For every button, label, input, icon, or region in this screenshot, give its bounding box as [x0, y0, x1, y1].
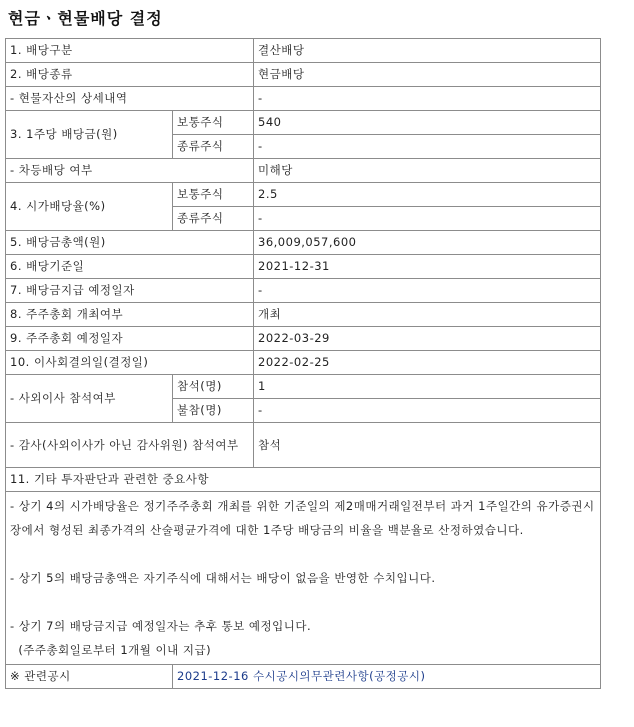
related-disclosure-link[interactable]: 2021-12-16 수시공시의무관련사항(공정공시): [177, 669, 426, 683]
note-yield: - 상기 4의 시가배당율은 정기주주총회 개최를 위한 기준일의 제2매매거래일전부터 과거 1주일간의 유가증권시장에서 형성된 최종가격의 산술평균가격에 대한 1주당 배당금의 비율을 백분율로 산정하였습니다.: [10, 499, 595, 537]
related-disclosure-cell: [173, 665, 601, 689]
yield-preferred-value: -: [254, 207, 601, 231]
dividend-type-value: 결산배당: [254, 39, 601, 63]
dividend-type-label: 1. 배당구분: [6, 39, 254, 63]
table-row: [6, 423, 601, 468]
auditor-attendance-label: - 감사(사외이사가 아닌 감사위원) 참석여부: [6, 423, 254, 468]
yield-common-label: 보통주식: [173, 183, 254, 207]
payment-date-value: -: [254, 279, 601, 303]
table-row: [6, 255, 601, 279]
differential-label: - 차등배당 여부: [6, 159, 254, 183]
total-dividend-value: 36,009,057,600: [254, 231, 601, 255]
dps-common-value: 540: [254, 111, 601, 135]
table-row: [6, 468, 601, 492]
table-row: [6, 279, 601, 303]
other-matters-header: 11. 기타 투자판단과 관련한 중요사항: [6, 468, 601, 492]
table-row: [6, 183, 601, 207]
table-row: [6, 327, 601, 351]
dividend-kind-label: 2. 배당종류: [6, 63, 254, 87]
table-row: [6, 351, 601, 375]
auditor-attendance-value: 참석: [254, 423, 601, 468]
outside-absent-label: 불참(명): [173, 399, 254, 423]
outside-director-label: - 사외이사 참석여부: [6, 375, 173, 423]
dps-preferred-value: -: [254, 135, 601, 159]
disclosure-table: [5, 38, 601, 689]
agm-date-value: 2022-03-29: [254, 327, 601, 351]
table-row: [6, 375, 601, 399]
other-matters-notes: [6, 492, 601, 665]
note-payment: - 상기 7의 배당금지급 예정일자는 추후 통보 예정입니다. (주주총회일로부터 1개월 이내 지급): [10, 619, 312, 657]
page-title: 현금ㆍ현물배당 결정: [8, 9, 163, 28]
table-row: [6, 111, 601, 135]
dividend-kind-value: 현금배당: [254, 63, 601, 87]
payment-date-label: 7. 배당금지급 예정일자: [6, 279, 254, 303]
outside-present-label: 참석(명): [173, 375, 254, 399]
dps-label: 3. 1주당 배당금(원): [6, 111, 173, 159]
yield-common-value: 2.5: [254, 183, 601, 207]
table-row: [6, 159, 601, 183]
in-kind-detail-value: -: [254, 87, 601, 111]
differential-value: 미해당: [254, 159, 601, 183]
table-row: [6, 39, 601, 63]
agm-held-label: 8. 주주총회 개최여부: [6, 303, 254, 327]
record-date-value: 2021-12-31: [254, 255, 601, 279]
board-date-value: 2022-02-25: [254, 351, 601, 375]
note-total: - 상기 5의 배당금총액은 자기주식에 대해서는 배당이 없음을 반영한 수치입니다.: [10, 571, 436, 585]
total-dividend-label: 5. 배당금총액(원): [6, 231, 254, 255]
outside-absent-value: -: [254, 399, 601, 423]
board-date-label: 10. 이사회결의일(결정일): [6, 351, 254, 375]
yield-preferred-label: 종류주식: [173, 207, 254, 231]
table-row: [6, 303, 601, 327]
agm-date-label: 9. 주주총회 예정일자: [6, 327, 254, 351]
yield-label: 4. 시가배당율(%): [6, 183, 173, 231]
dps-preferred-label: 종류주식: [173, 135, 254, 159]
agm-held-value: 개최: [254, 303, 601, 327]
in-kind-detail-label: - 현물자산의 상세내역: [6, 87, 254, 111]
table-row: [6, 492, 601, 665]
table-row: [6, 231, 601, 255]
record-date-label: 6. 배당기준일: [6, 255, 254, 279]
table-row: [6, 63, 601, 87]
related-disclosure-label: ※ 관련공시: [6, 665, 173, 689]
dps-common-label: 보통주식: [173, 111, 254, 135]
outside-present-value: 1: [254, 375, 601, 399]
table-row: [6, 87, 601, 111]
table-row: [6, 665, 601, 689]
